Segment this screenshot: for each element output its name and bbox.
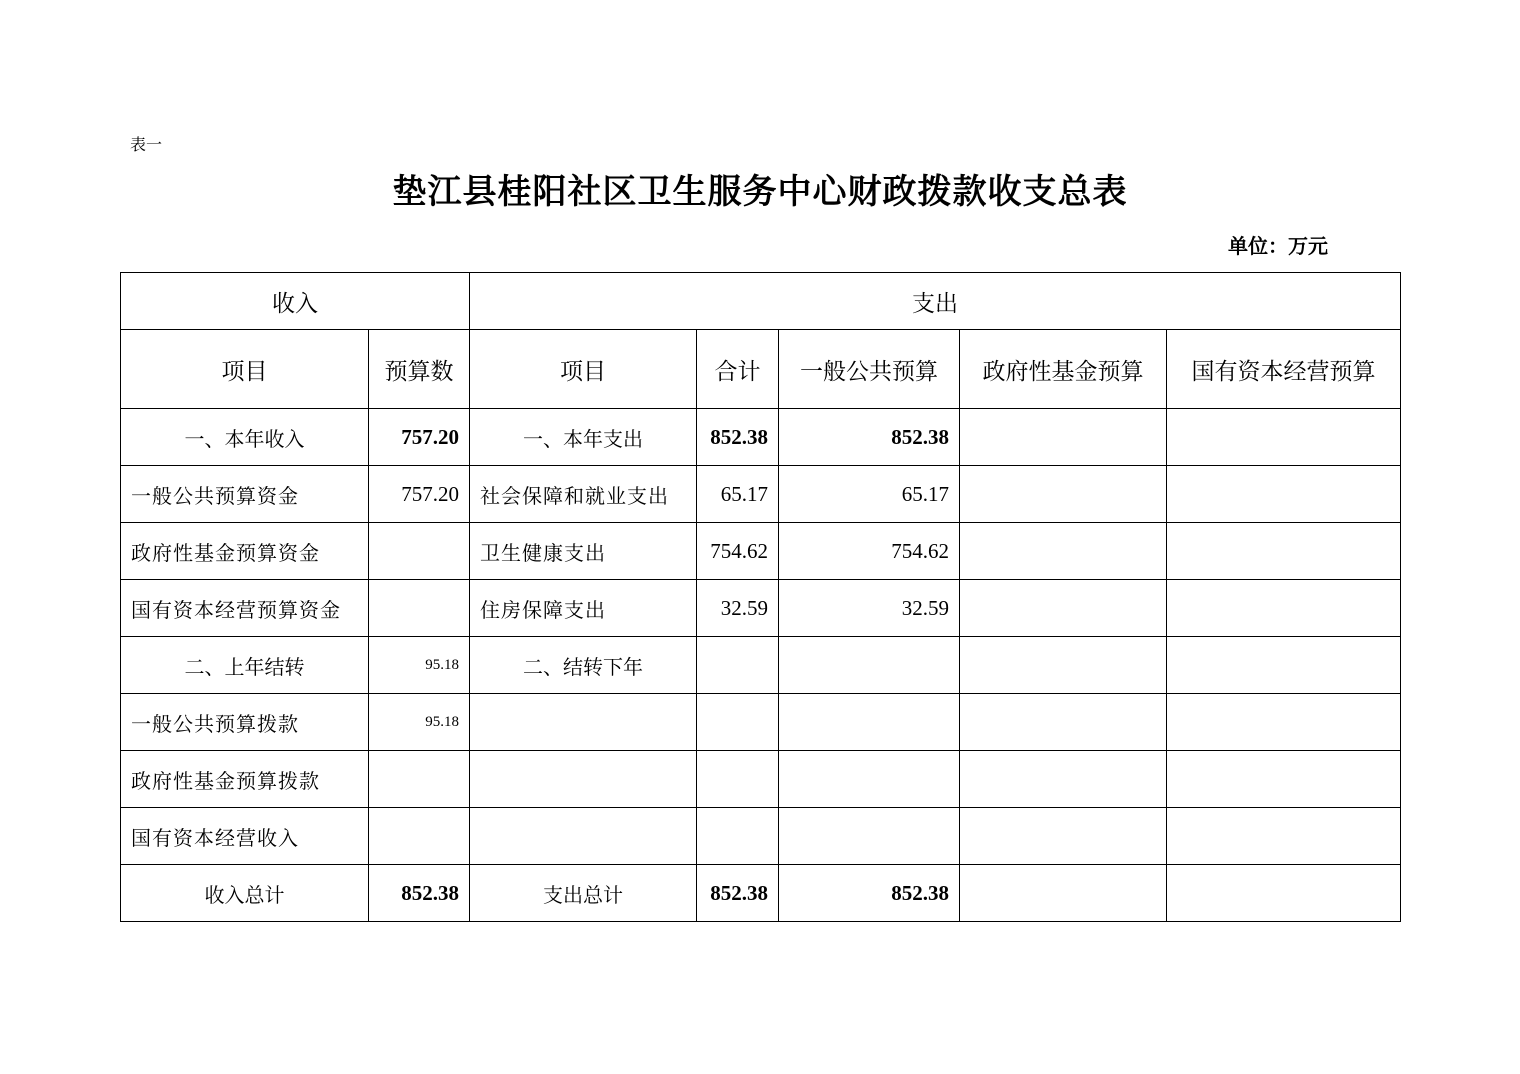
table-row xyxy=(121,751,1401,808)
gov-fund-cell xyxy=(960,409,1167,466)
table-row xyxy=(121,466,1401,523)
general-public-cell: 65.17 xyxy=(779,466,960,523)
table-row xyxy=(121,409,1401,466)
general-public-cell xyxy=(779,637,960,694)
table-row xyxy=(121,580,1401,637)
table-row xyxy=(121,637,1401,694)
gov-fund-cell xyxy=(960,523,1167,580)
gov-fund-cell xyxy=(960,694,1167,751)
income-item-cell: 国有资本经营预算资金 xyxy=(121,580,369,637)
income-budget-cell: 757.20 xyxy=(369,466,470,523)
income-item-cell: 国有资本经营收入 xyxy=(121,808,369,865)
table-row xyxy=(121,694,1401,751)
expense-item-cell: 卫生健康支出 xyxy=(470,523,697,580)
total-cell xyxy=(697,694,779,751)
state-capital-cell xyxy=(1167,808,1401,865)
income-group-header: 收入 xyxy=(121,273,470,330)
document-title: 垫江县桂阳社区卫生服务中心财政拨款收支总表 xyxy=(392,172,1128,212)
expense-item-cell xyxy=(470,751,697,808)
total-cell: 852.38 xyxy=(697,409,779,466)
gov-fund-header: 政府性基金预算 xyxy=(960,330,1167,409)
income-budget-cell xyxy=(369,751,470,808)
group-header-row xyxy=(121,273,1401,330)
expense-item-cell: 二、结转下年 xyxy=(470,637,697,694)
general-public-cell: 852.38 xyxy=(779,409,960,466)
general-public-cell xyxy=(779,808,960,865)
state-capital-cell xyxy=(1167,580,1401,637)
expense-item-cell: 社会保障和就业支出 xyxy=(470,466,697,523)
state-capital-cell xyxy=(1167,466,1401,523)
state-capital-cell xyxy=(1167,751,1401,808)
income-item-cell: 收入总计 xyxy=(121,865,369,922)
income-item-cell: 一般公共预算资金 xyxy=(121,466,369,523)
state-capital-cell xyxy=(1167,409,1401,466)
expense-item-cell: 住房保障支出 xyxy=(470,580,697,637)
income-budget-cell: 852.38 xyxy=(369,865,470,922)
total-cell: 754.62 xyxy=(697,523,779,580)
general-public-cell xyxy=(779,751,960,808)
unit-label: 单位：万元 xyxy=(1228,234,1328,258)
income-item-header: 项目 xyxy=(121,330,369,409)
table-row xyxy=(121,808,1401,865)
gov-fund-cell xyxy=(960,808,1167,865)
state-capital-cell xyxy=(1167,865,1401,922)
income-item-cell: 二、上年结转 xyxy=(121,637,369,694)
total-cell xyxy=(697,751,779,808)
total-cell xyxy=(697,808,779,865)
table-row xyxy=(121,523,1401,580)
expense-item-cell xyxy=(470,808,697,865)
expense-item-header: 项目 xyxy=(470,330,697,409)
table-label: 表一 xyxy=(130,135,163,154)
total-cell: 852.38 xyxy=(697,865,779,922)
gov-fund-cell xyxy=(960,751,1167,808)
table-row-total xyxy=(121,865,1401,922)
expense-item-cell: 一、本年支出 xyxy=(470,409,697,466)
general-public-cell: 754.62 xyxy=(779,523,960,580)
income-budget-cell: 95.18 xyxy=(369,694,470,751)
column-header-row xyxy=(121,330,1401,409)
total-header: 合计 xyxy=(697,330,779,409)
gov-fund-cell xyxy=(960,637,1167,694)
expense-group-header: 支出 xyxy=(470,273,1401,330)
expense-item-cell xyxy=(470,694,697,751)
general-public-cell xyxy=(779,694,960,751)
state-capital-cell xyxy=(1167,694,1401,751)
general-public-header: 一般公共预算 xyxy=(779,330,960,409)
state-capital-cell xyxy=(1167,523,1401,580)
income-budget-header: 预算数 xyxy=(369,330,470,409)
total-cell: 65.17 xyxy=(697,466,779,523)
gov-fund-cell xyxy=(960,580,1167,637)
income-item-cell: 政府性基金预算资金 xyxy=(121,523,369,580)
income-item-cell: 一般公共预算拨款 xyxy=(121,694,369,751)
general-public-cell: 852.38 xyxy=(779,865,960,922)
income-item-cell: 一、本年收入 xyxy=(121,409,369,466)
state-capital-header: 国有资本经营预算 xyxy=(1167,330,1401,409)
income-item-cell: 政府性基金预算拨款 xyxy=(121,751,369,808)
budget-summary-table xyxy=(120,272,1401,922)
expense-item-cell: 支出总计 xyxy=(470,865,697,922)
state-capital-cell xyxy=(1167,637,1401,694)
gov-fund-cell xyxy=(960,865,1167,922)
income-budget-cell xyxy=(369,580,470,637)
income-budget-cell: 95.18 xyxy=(369,637,470,694)
gov-fund-cell xyxy=(960,466,1167,523)
income-budget-cell xyxy=(369,808,470,865)
income-budget-cell: 757.20 xyxy=(369,409,470,466)
general-public-cell: 32.59 xyxy=(779,580,960,637)
income-budget-cell xyxy=(369,523,470,580)
total-cell xyxy=(697,637,779,694)
total-cell: 32.59 xyxy=(697,580,779,637)
